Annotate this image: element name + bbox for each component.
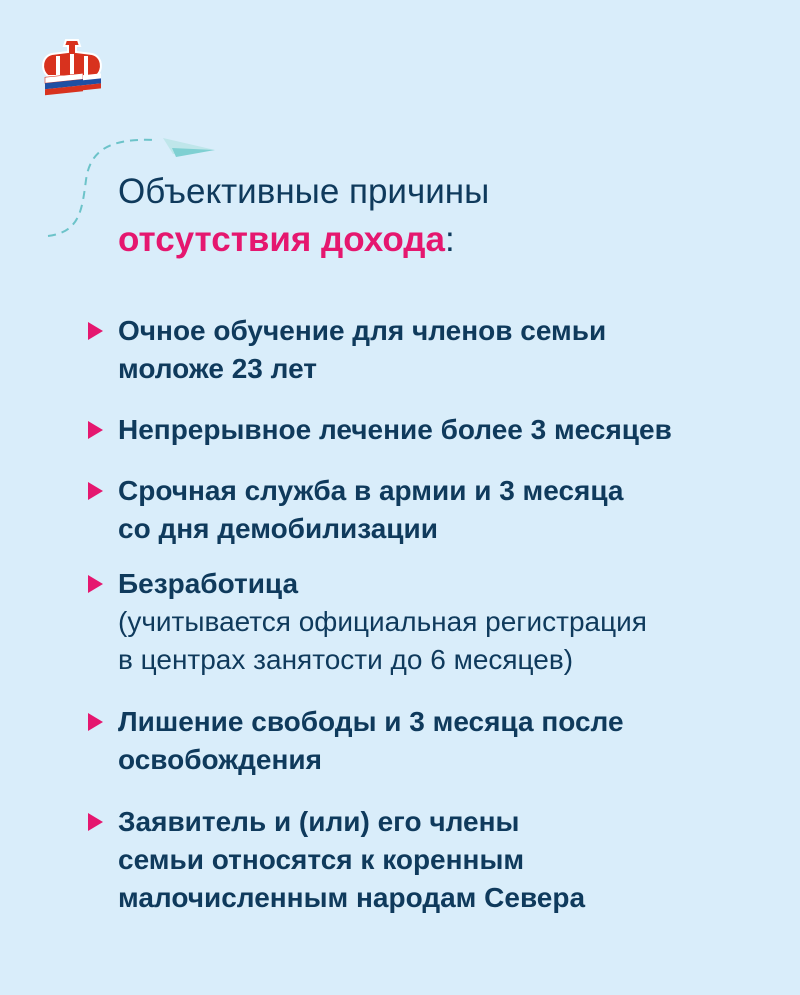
list-item xyxy=(88,472,624,548)
list-item xyxy=(88,312,606,388)
item-text: освобождения xyxy=(118,744,322,775)
triangle-bullet-icon xyxy=(88,713,103,731)
item-text: Непрерывное лечение более 3 месяцев xyxy=(118,414,672,445)
triangle-bullet-icon xyxy=(88,813,103,831)
list-item xyxy=(88,803,585,917)
list-item xyxy=(88,703,624,779)
list-item xyxy=(88,411,672,449)
item-text: семьи относятся к коренным xyxy=(118,844,525,875)
item-text: Заявитель и (или) его члены xyxy=(118,806,520,837)
triangle-bullet-icon xyxy=(88,322,103,340)
item-note: в центрах занятости до 6 месяцев) xyxy=(118,644,574,675)
item-text: Очное обучение для членов семьи xyxy=(118,315,607,346)
pfr-logo-icon xyxy=(38,36,106,102)
item-text: Срочная служба в армии и 3 месяца xyxy=(118,475,624,506)
item-note: (учитывается официальная регистрация xyxy=(118,606,647,637)
title-suffix: : xyxy=(444,220,455,259)
list-item xyxy=(88,565,647,679)
triangle-bullet-icon xyxy=(88,421,103,439)
title-highlight: отсутствия дохода xyxy=(118,220,445,259)
item-text: Безработица xyxy=(118,568,299,599)
item-text: со дня демобилизации xyxy=(118,513,438,544)
page-title xyxy=(118,168,489,264)
triangle-bullet-icon xyxy=(88,482,103,500)
item-text: малочисленным народам Севера xyxy=(118,882,586,913)
title-line: Объективные причины xyxy=(118,172,490,211)
item-text: моложе 23 лет xyxy=(118,353,317,384)
item-text: Лишение свободы и 3 месяца после xyxy=(118,706,624,737)
triangle-bullet-icon xyxy=(88,575,103,593)
